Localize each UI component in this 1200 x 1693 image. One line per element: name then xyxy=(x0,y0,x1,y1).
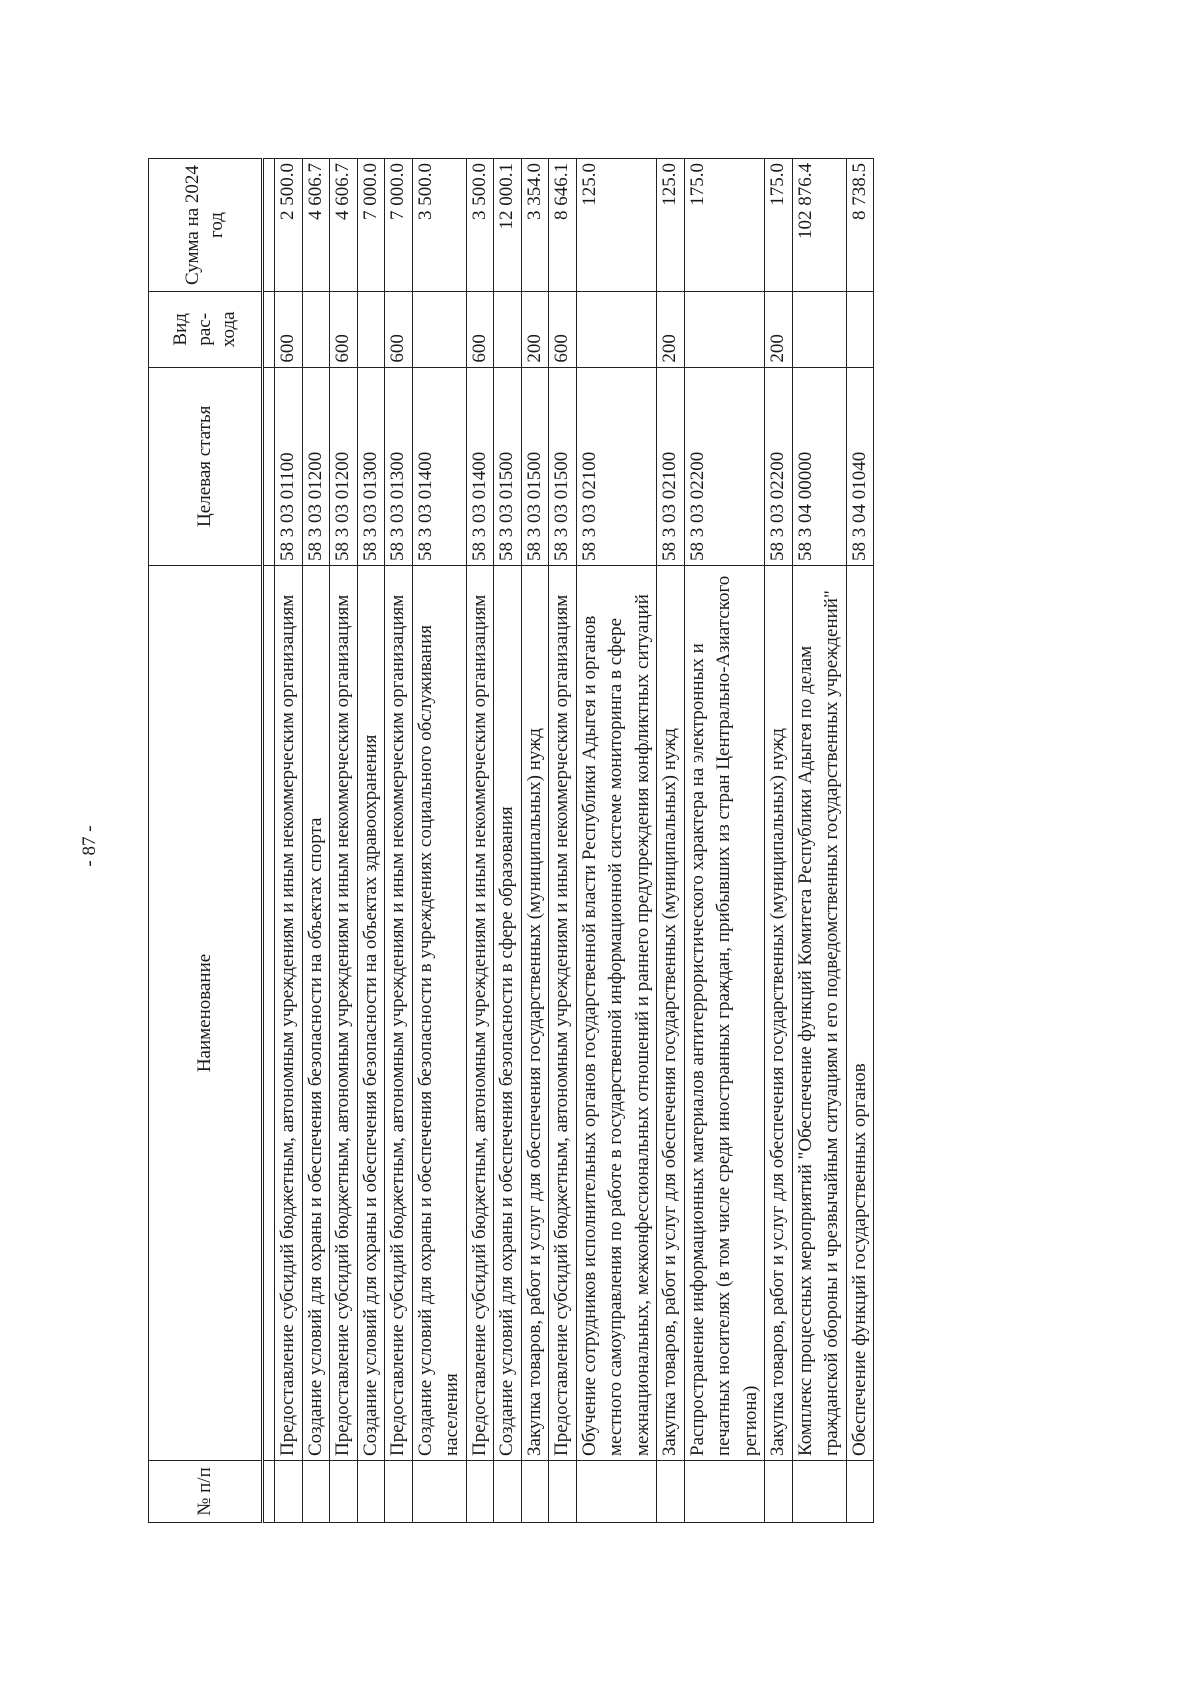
cell-code: 58 3 03 02100 xyxy=(657,367,685,565)
cell-name: Создание условий для охраны и обеспечения безопасности на объектах здравоохранения xyxy=(357,565,385,1460)
cell-name: Обучение сотрудников исполнительных органов государственной власти Республики Адыгея и органов местного самоуправления по работе в государственной информационной системе мониторинга в сфере межнациональных, межконфессиональных отношений и раннего предупреждения конфликтных ситуаций xyxy=(576,565,657,1460)
header-no: № п/п xyxy=(149,1461,263,1523)
cell-sum: 2 500.0 xyxy=(275,159,303,292)
cell-name: Создание условий для охраны и обеспечения безопасности на объектах спорта xyxy=(302,565,330,1460)
table-row xyxy=(357,159,385,1523)
cell-code: 58 3 03 01500 xyxy=(521,367,549,565)
cell-no xyxy=(846,1461,874,1523)
header-code: Целевая статья xyxy=(149,367,263,565)
cell-kind: 600 xyxy=(385,292,413,368)
cell-no xyxy=(549,1461,577,1523)
cell-code: 58 3 03 01100 xyxy=(275,367,303,565)
cell-no xyxy=(275,1461,303,1523)
page-number: - 87 - xyxy=(79,825,100,867)
cell-kind: 600 xyxy=(330,292,358,368)
cell-sum: 4 606.7 xyxy=(330,159,358,292)
cell-no xyxy=(521,1461,549,1523)
cell-sum: 175.0 xyxy=(684,159,765,292)
cell-no xyxy=(385,1461,413,1523)
cell-sum: 8 738.5 xyxy=(846,159,874,292)
cell-no xyxy=(792,1461,846,1523)
table-row xyxy=(549,159,577,1523)
cell-sum: 12 000.1 xyxy=(494,159,522,292)
cell-sum: 4 606.7 xyxy=(302,159,330,292)
table-row xyxy=(765,159,793,1523)
cell-no xyxy=(684,1461,765,1523)
cell-name: Закупка товаров, работ и услуг для обеспечения государственных (муниципальных) нужд xyxy=(657,565,685,1460)
cell-kind: 200 xyxy=(657,292,685,368)
spacer-cell xyxy=(263,565,275,1460)
cell-code: 58 3 03 01200 xyxy=(302,367,330,565)
cell-code: 58 3 03 01200 xyxy=(330,367,358,565)
cell-code: 58 3 03 01400 xyxy=(466,367,494,565)
cell-kind: 600 xyxy=(275,292,303,368)
table-row xyxy=(521,159,549,1523)
table-row xyxy=(846,159,874,1523)
cell-no xyxy=(466,1461,494,1523)
cell-kind xyxy=(412,292,466,368)
cell-name: Предоставление субсидий бюджетным, автономным учреждениям и иным некоммерческим организациям xyxy=(466,565,494,1460)
cell-no xyxy=(302,1461,330,1523)
cell-kind xyxy=(302,292,330,368)
header-name: Наименование xyxy=(149,565,263,1460)
cell-kind xyxy=(792,292,846,368)
budget-table xyxy=(148,158,874,1523)
table-row xyxy=(494,159,522,1523)
cell-code: 58 3 03 02200 xyxy=(765,367,793,565)
cell-code: 58 3 04 01040 xyxy=(846,367,874,565)
cell-sum: 102 876.4 xyxy=(792,159,846,292)
cell-no xyxy=(494,1461,522,1523)
cell-name: Обеспечение функций государственных органов xyxy=(846,565,874,1460)
spacer-cell xyxy=(263,159,275,292)
cell-name: Предоставление субсидий бюджетным, автономным учреждениям и иным некоммерческим организациям xyxy=(385,565,413,1460)
cell-name: Распространение информационных материалов антитеррористического характера на электронных и печатных носителях (в том числе среди иностранных граждан, прибывших из стран Центрально-Азиатского региона) xyxy=(684,565,765,1460)
cell-no xyxy=(330,1461,358,1523)
header-sum: Сумма на 2024 год xyxy=(149,159,263,292)
table-row xyxy=(684,159,765,1523)
cell-kind: 600 xyxy=(466,292,494,368)
cell-code: 58 3 03 01400 xyxy=(412,367,466,565)
cell-kind xyxy=(576,292,657,368)
cell-sum: 3 354.0 xyxy=(521,159,549,292)
cell-sum: 8 646.1 xyxy=(549,159,577,292)
table-row xyxy=(576,159,657,1523)
cell-kind: 200 xyxy=(521,292,549,368)
cell-name: Предоставление субсидий бюджетным, автономным учреждениям и иным некоммерческим организациям xyxy=(549,565,577,1460)
cell-kind: 200 xyxy=(765,292,793,368)
cell-sum: 7 000.0 xyxy=(385,159,413,292)
cell-name: Предоставление субсидий бюджетным, автономным учреждениям и иным некоммерческим организациям xyxy=(275,565,303,1460)
spacer-row xyxy=(263,159,275,1523)
cell-no xyxy=(657,1461,685,1523)
cell-sum: 175.0 xyxy=(765,159,793,292)
cell-kind xyxy=(846,292,874,368)
table-row xyxy=(302,159,330,1523)
spacer-cell xyxy=(263,292,275,368)
table-row xyxy=(792,159,846,1523)
cell-name: Создание условий для охраны и обеспечения безопасности в сфере образования xyxy=(494,565,522,1460)
cell-sum: 3 500.0 xyxy=(466,159,494,292)
cell-code: 58 3 03 01300 xyxy=(385,367,413,565)
cell-no xyxy=(412,1461,466,1523)
cell-kind: 600 xyxy=(549,292,577,368)
cell-name: Создание условий для охраны и обеспечения безопасности в учреждениях социального обслуживания населения xyxy=(412,565,466,1460)
cell-no xyxy=(576,1461,657,1523)
cell-kind xyxy=(494,292,522,368)
cell-name: Закупка товаров, работ и услуг для обеспечения государственных (муниципальных) нужд xyxy=(765,565,793,1460)
cell-code: 58 3 03 01300 xyxy=(357,367,385,565)
table-row xyxy=(412,159,466,1523)
cell-code: 58 3 03 02100 xyxy=(576,367,657,565)
rotated-table-wrapper xyxy=(148,158,1048,1523)
cell-name: Комплекс процессных мероприятий "Обеспечение функций Комитета Республики Адыгея по делам гражданской обороны и чрезвычайным ситуациям и его подведомственных государственных учреждений" xyxy=(792,565,846,1460)
cell-code: 58 3 04 00000 xyxy=(792,367,846,565)
header-kind: Вид рас-хода xyxy=(149,292,263,368)
cell-sum: 125.0 xyxy=(657,159,685,292)
spacer-cell xyxy=(263,367,275,565)
table-row xyxy=(275,159,303,1523)
cell-kind xyxy=(684,292,765,368)
cell-kind xyxy=(357,292,385,368)
table-row xyxy=(466,159,494,1523)
cell-sum: 125.0 xyxy=(576,159,657,292)
cell-code: 58 3 03 01500 xyxy=(494,367,522,565)
cell-name: Предоставление субсидий бюджетным, автономным учреждениям и иным некоммерческим организациям xyxy=(330,565,358,1460)
table-row xyxy=(330,159,358,1523)
table-body xyxy=(263,159,874,1523)
table-row xyxy=(657,159,685,1523)
cell-no xyxy=(765,1461,793,1523)
cell-name: Закупка товаров, работ и услуг для обеспечения государственных (муниципальных) нужд xyxy=(521,565,549,1460)
cell-sum: 7 000.0 xyxy=(357,159,385,292)
cell-no xyxy=(357,1461,385,1523)
cell-code: 58 3 03 02200 xyxy=(684,367,765,565)
cell-sum: 3 500.0 xyxy=(412,159,466,292)
table-row xyxy=(385,159,413,1523)
cell-code: 58 3 03 01500 xyxy=(549,367,577,565)
spacer-cell xyxy=(263,1461,275,1523)
table-header-row xyxy=(149,159,263,1523)
